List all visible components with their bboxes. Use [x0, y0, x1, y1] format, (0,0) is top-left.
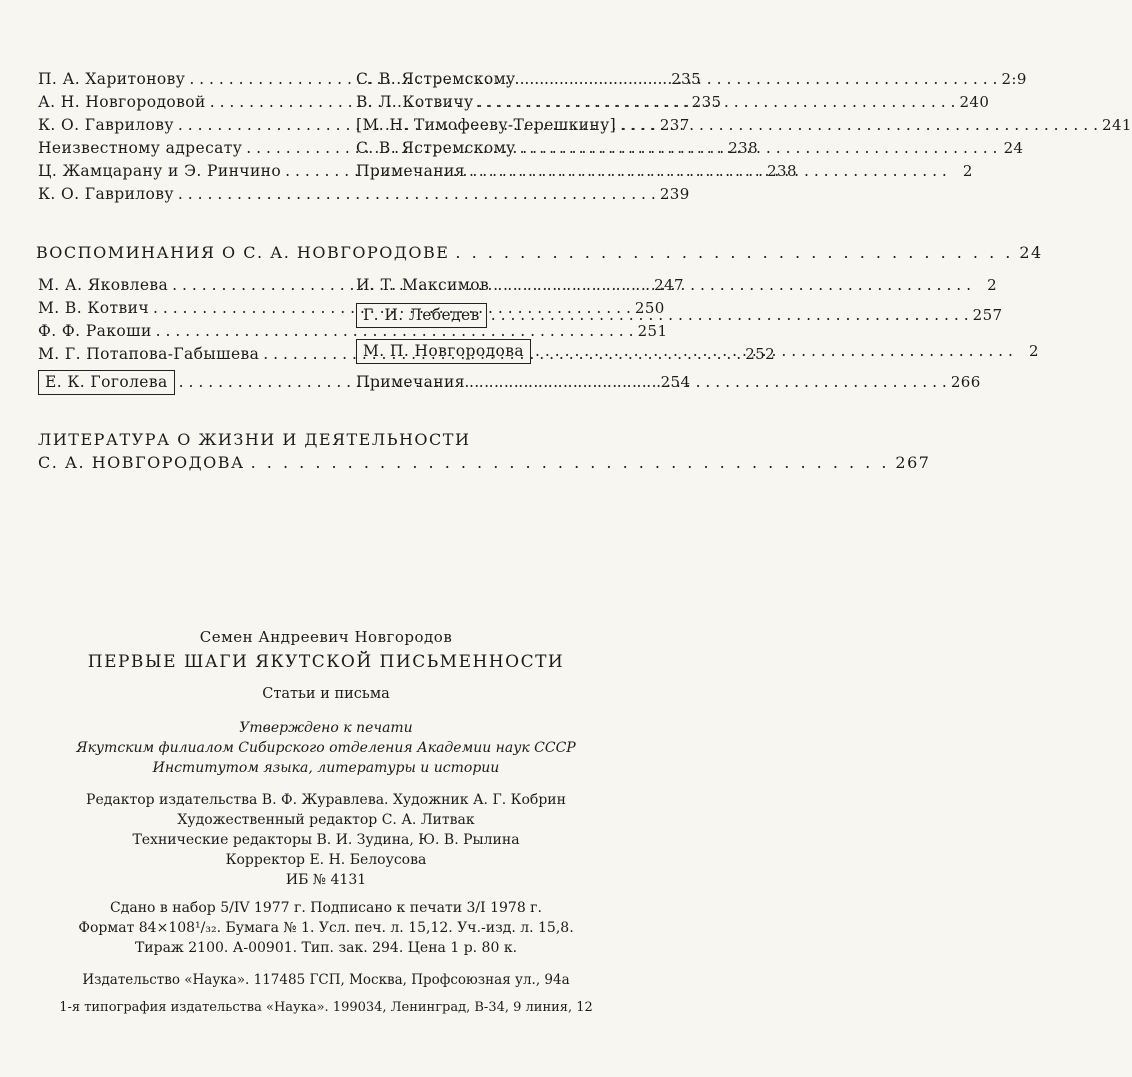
colophon-tech-editors: Технические редакторы В. И. Зудина, Ю. В. Рылина: [132, 832, 520, 848]
toc-entry: М. П. Новгородова . . . 2: [356, 339, 646, 373]
toc-entry: А. Н. Новгородовой . . . 235: [38, 93, 332, 116]
colophon-approved-3: Институтом языка, литературы и истории: [152, 760, 500, 776]
toc-entry: Примечания . . . 2: [356, 162, 646, 185]
toc-entry: Г. И. Лебедев . . . 257: [356, 303, 646, 337]
toc-entry: Ц. Жамцарану и Э. Ринчино . . . 238: [38, 162, 332, 185]
section-heading-memoirs: ВОСПОМИНАНИЯ О С. А. НОВГОРОДОВЕ . . . . . . . . . . . . . . . . . . . . . . . . . . . . . . . . . . . 24: [36, 243, 1043, 262]
colophon-ib: ИБ № 4131: [285, 872, 367, 888]
literature-page: 267: [895, 453, 931, 472]
colophon-author: Семен Андреевич Новгородов: [199, 628, 453, 646]
colophon-print-2: Формат 84×108¹/₃₂. Бумага № 1. Усл. печ. л. 15,12. Уч.-изд. л. 15,8.: [78, 920, 574, 936]
toc-entry: К. О. Гаврилову . . . 237: [38, 116, 332, 139]
toc-entry: Ф. Ф. Ракоши . . . 251: [38, 322, 332, 345]
toc-entry: [М. Н. Тимофееву-Терешкину] . . . 241: [356, 116, 646, 139]
colophon-approved-2: Якутским филиалом Сибирского отделения Академии наук СССР: [76, 740, 576, 756]
toc-entry: В. Л. Котвичу . . . 240: [356, 93, 646, 116]
toc-entry: С. В. Ястремскому . . . 2:9: [356, 70, 646, 93]
section-heading-literature: ЛИТЕРАТУРА О ЖИЗНИ И ДЕЯТЕЛЬНОСТИ С. А. НОВГОРОДОВА . . . . . . . . . . . . . . . . . . . . . . . . . . . . . . . . . . . . . . . . 267: [38, 430, 931, 472]
toc-entry: П. А. Харитонову . . . 235: [38, 70, 332, 93]
toc-entry: Неизвестному адресату . . . 238: [38, 139, 332, 162]
boxed-entry-name: Е. К. Гоголева: [38, 370, 175, 395]
toc-entry: М. В. Котвич . . . 250: [38, 299, 332, 322]
colophon: [30, 628, 622, 1020]
colophon-proofreader: Корректор Е. Н. Белоусова: [225, 852, 427, 868]
colophon-title: ПЕРВЫЕ ШАГИ ЯКУТСКОЙ ПИСЬМЕННОСТИ: [87, 652, 565, 672]
toc-entry: Е. К. Гоголева . . . 254: [38, 370, 332, 400]
colophon-art-editor: Художественный редактор С. А. Литвак: [177, 812, 475, 828]
colophon-approved-1: Утверждено к печати: [239, 720, 413, 736]
boxed-entry-name: Г. И. Лебедев: [356, 303, 487, 328]
literature-title-line2: С. А. НОВГОРОДОВА: [38, 453, 245, 472]
toc-entry: Примечания . . . 266: [356, 373, 646, 396]
colophon-printer: 1-я типография издательства «Наука». 199034, Ленинград, В-34, 9 линия, 12: [59, 1000, 593, 1015]
colophon-publisher: Издательство «Наука». 117485 ГСП, Москва, Профсоюзная ул., 94а: [82, 972, 570, 988]
toc-entry: М. А. Яковлева . . . 247: [38, 276, 332, 299]
toc-entry: И. Т. Максимов . . . 2: [356, 276, 646, 299]
colophon-print-1: Сдано в набор 5/IV 1977 г. Подписано к печати 3/I 1978 г.: [110, 900, 542, 916]
colophon-print-3: Тираж 2100. А-00901. Тип. зак. 294. Цена 1 р. 80 к.: [134, 940, 518, 956]
toc-entry: М. Г. Потапова-Габышева . . . 252: [38, 345, 332, 368]
toc-entry: К. О. Гаврилову . . . 239: [38, 185, 332, 208]
toc-entry: С. В. Ястремскому . . . 24: [356, 139, 646, 162]
colophon-subtitle: Статьи и письма: [262, 686, 390, 702]
boxed-entry-name: М. П. Новгородова: [356, 339, 531, 364]
literature-title-line1: ЛИТЕРАТУРА О ЖИЗНИ И ДЕЯТЕЛЬНОСТИ: [38, 430, 471, 449]
colophon-editor: Редактор издательства В. Ф. Журавлева. Художник А. Г. Кобрин: [86, 792, 566, 808]
